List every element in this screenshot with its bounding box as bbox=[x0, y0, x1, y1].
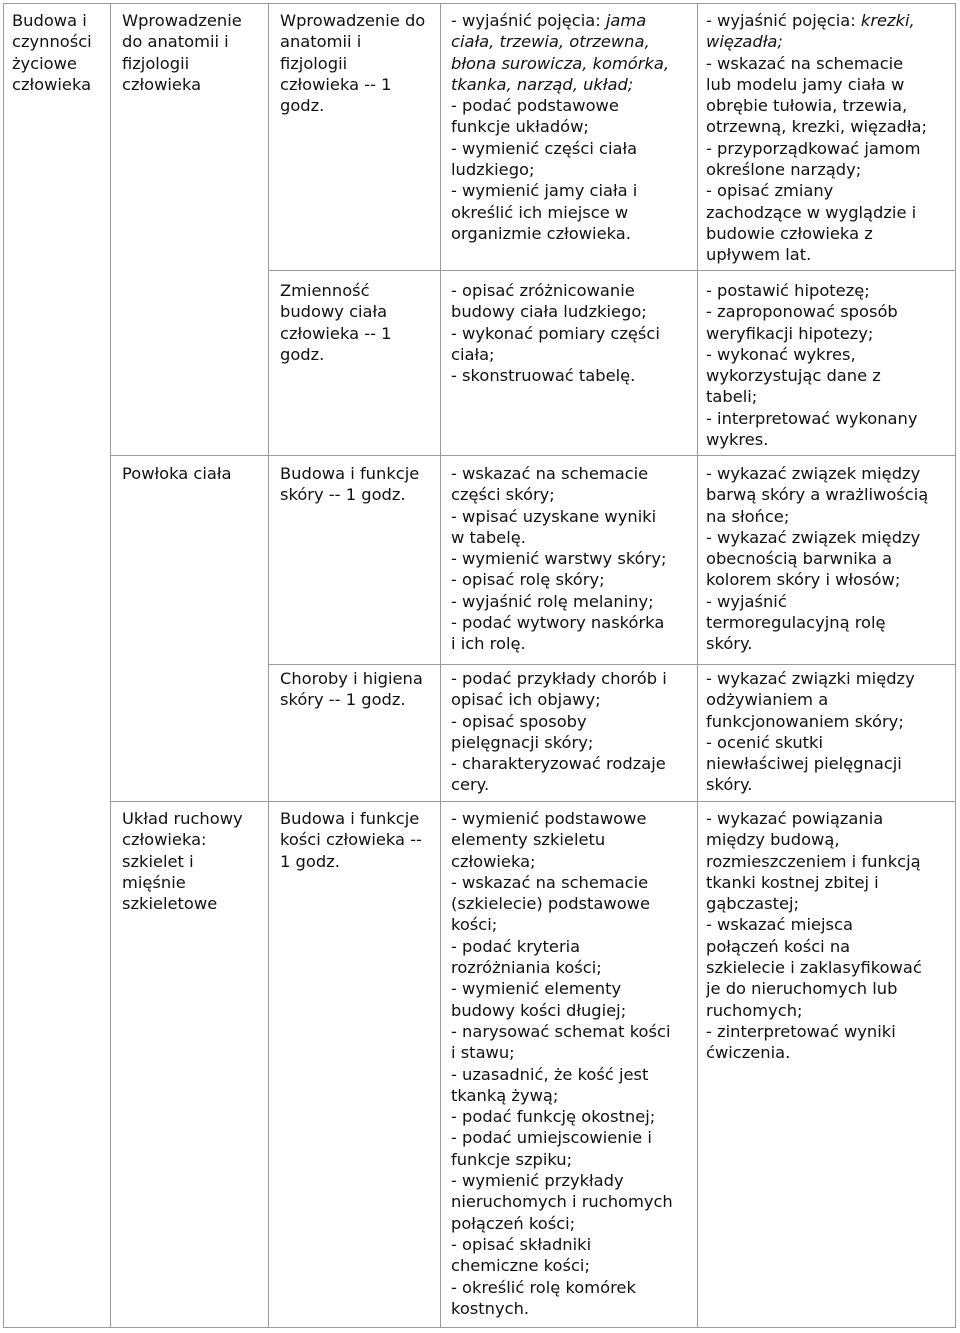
cell-line: kolorem skóry i włosów; bbox=[706, 570, 901, 590]
cell-line: barwą skóry a wrażliwością bbox=[706, 485, 929, 505]
cell-line: - wykazać związek między bbox=[706, 527, 921, 547]
cell-line: Budowa i bbox=[12, 11, 87, 30]
cell-line: ciała, trzewia, otrzewna, bbox=[451, 32, 650, 52]
cell-line: elementy szkieletu bbox=[451, 830, 606, 850]
cell-line: - podać przykłady chorób i bbox=[451, 669, 667, 688]
row-divider bbox=[268, 270, 956, 271]
lesson-cell bbox=[280, 808, 438, 872]
cell-line: tkanką żywą; bbox=[451, 1085, 559, 1105]
cell-line: człowieka; bbox=[451, 851, 536, 871]
cell-line: budowie człowieka z bbox=[706, 223, 873, 243]
cell-line: anatomii i bbox=[280, 32, 362, 52]
cell-line: Układ ruchowy bbox=[122, 809, 243, 828]
cell-line: - zinterpretować wyniki bbox=[706, 1021, 896, 1041]
cell-line: - interpretować wykonany bbox=[706, 408, 918, 428]
cell-line: upływem lat. bbox=[706, 245, 812, 265]
cell-line: lub modelu jamy ciała w bbox=[706, 74, 905, 94]
cell-line: zachodzące w wyglądzie i bbox=[706, 202, 917, 222]
cell-line: - wymienić części ciała bbox=[451, 138, 638, 158]
cell-line: budowy ciała bbox=[280, 302, 388, 322]
cell-line: obrębie tułowia, trzewia, bbox=[706, 96, 908, 116]
basic-requirements-cell bbox=[451, 808, 695, 1319]
cell-line: fizjologii bbox=[280, 53, 348, 73]
cell-line: skóry. bbox=[706, 634, 753, 654]
cell-line: (szkielecie) podstawowe bbox=[451, 894, 650, 914]
cell-line: połączeń kości; bbox=[451, 1213, 576, 1233]
column-divider bbox=[440, 3, 441, 1328]
cell-line: - wymienić podstawowe bbox=[451, 809, 647, 828]
cell-line: określić ich miejsce w bbox=[451, 202, 629, 222]
cell-line: budowy kości długiej; bbox=[451, 1000, 627, 1020]
cell-line: - opisać rolę skóry; bbox=[451, 570, 605, 590]
cell-line: tabeli; bbox=[706, 387, 758, 407]
cell-line: - uzasadnić, że kość jest bbox=[451, 1064, 649, 1084]
cell-line: człowieka: bbox=[122, 830, 207, 850]
cell-line: - wpisać uzyskane wyniki bbox=[451, 506, 657, 526]
cell-line: czynności bbox=[12, 32, 92, 52]
cell-line: rozmieszczeniem i funkcją bbox=[706, 851, 921, 871]
cell-line: kości; bbox=[451, 915, 498, 935]
cell-line: szkielecie i zaklasyfikować bbox=[706, 958, 922, 978]
column-divider bbox=[697, 3, 698, 1328]
extended-requirements-cell bbox=[706, 808, 956, 1064]
cell-line: budowy ciała ludzkiego; bbox=[451, 302, 647, 322]
cell-line: człowieka bbox=[122, 74, 202, 94]
cell-line: - określić rolę komórek bbox=[451, 1277, 636, 1297]
cell-line: - wyjaśnić bbox=[706, 591, 787, 611]
cell-line: obecnością barwnika a bbox=[706, 549, 893, 569]
cell-line: Wprowadzenie do bbox=[280, 11, 426, 30]
cell-line: odżywianiem a bbox=[706, 690, 829, 710]
cell-line: chemiczne kości; bbox=[451, 1256, 590, 1276]
cell-line: - przyporządkować jamom bbox=[706, 138, 921, 158]
cell-line: - wymienić elementy bbox=[451, 979, 622, 999]
cell-line: 1 godz. bbox=[280, 851, 340, 871]
cell-line: Budowa i funkcje bbox=[280, 809, 420, 828]
cell-line: - wskazać na schemacie bbox=[706, 53, 904, 73]
row-divider bbox=[110, 801, 956, 802]
cell-line: godz. bbox=[280, 344, 325, 364]
cell-line: - wymienić jamy ciała i bbox=[451, 181, 638, 201]
cell-line: - podać kryteria bbox=[451, 936, 581, 956]
cell-line: w tabelę. bbox=[451, 527, 526, 547]
extended-requirements-cell bbox=[706, 10, 956, 266]
basic-requirements-cell bbox=[451, 10, 695, 244]
cell-line: - wskazać na schemacie bbox=[451, 872, 649, 892]
lesson-cell bbox=[280, 463, 438, 506]
cell-line: - opisać zróżnicowanie bbox=[451, 281, 635, 300]
extended-requirements-cell bbox=[706, 463, 956, 655]
cell-line: tkanka, narząd, układ; bbox=[451, 74, 634, 94]
cell-line: ruchomych; bbox=[706, 1000, 803, 1020]
cell-line: rozróżniania kości; bbox=[451, 958, 602, 978]
cell-line: Wprowadzenie bbox=[122, 11, 242, 30]
cell-line: je do nieruchomych lub bbox=[706, 979, 898, 999]
cell-line: - wymienić przykłady bbox=[451, 1171, 624, 1191]
cell-line: - wskazać na schemacie bbox=[451, 464, 649, 483]
basic-requirements-cell bbox=[451, 280, 695, 386]
cell-line: - wykazać powiązania bbox=[706, 809, 884, 828]
cell-line: funkcje układów; bbox=[451, 117, 589, 137]
cell-line: określone narządy; bbox=[706, 160, 862, 180]
cell-line: - wyjaśnić pojęcia: krezki, bbox=[706, 11, 915, 30]
cell-line: Powłoka ciała bbox=[122, 464, 232, 483]
cell-line: ludzkiego; bbox=[451, 160, 535, 180]
topic-cell bbox=[122, 463, 266, 484]
cell-line: skóry -- 1 godz. bbox=[280, 485, 406, 505]
cell-line: - opisać sposoby bbox=[451, 711, 587, 731]
cell-line: kostnych. bbox=[451, 1298, 530, 1318]
cell-line: - wyjaśnić rolę melaniny; bbox=[451, 591, 654, 611]
cell-line: Budowa i funkcje bbox=[280, 464, 420, 483]
cell-line: między budową, bbox=[706, 830, 840, 850]
cell-line: cery. bbox=[451, 775, 490, 795]
topic-cell bbox=[122, 10, 266, 95]
cell-line: tkanki kostnej zbitej i bbox=[706, 872, 879, 892]
cell-line: szkieletowe bbox=[122, 894, 218, 914]
cell-line: gąbczastej; bbox=[706, 894, 800, 914]
cell-line: - opisać zmiany bbox=[706, 181, 834, 201]
cell-line: nieruchomych i ruchomych bbox=[451, 1192, 673, 1212]
cell-line: funkcjonowaniem skóry; bbox=[706, 711, 904, 731]
cell-line: wykres. bbox=[706, 430, 769, 450]
cell-line: do anatomii i bbox=[122, 32, 229, 52]
cell-line: opisać ich objawy; bbox=[451, 690, 601, 710]
cell-line: - postawić hipotezę; bbox=[706, 281, 870, 300]
cell-line: więzadła; bbox=[706, 32, 783, 52]
column-divider bbox=[268, 3, 269, 1328]
cell-line: - ocenić skutki bbox=[706, 732, 824, 752]
row-divider bbox=[268, 664, 956, 665]
cell-line: pielęgnacji skóry; bbox=[451, 732, 594, 752]
cell-line: Choroby i higiena bbox=[280, 669, 423, 688]
cell-line: - wykonać wykres, bbox=[706, 344, 856, 364]
cell-line: skóry -- 1 godz. bbox=[280, 690, 406, 710]
cell-line: życiowe bbox=[12, 53, 77, 73]
cell-line: kości człowieka -- bbox=[280, 830, 422, 850]
cell-line: funkcje szpiku; bbox=[451, 1149, 573, 1169]
cell-line: organizmie człowieka. bbox=[451, 223, 631, 243]
cell-line: wykorzystując dane z bbox=[706, 366, 881, 386]
lesson-cell bbox=[280, 668, 438, 711]
cell-line: termoregulacyjną rolę bbox=[706, 613, 886, 633]
lesson-cell bbox=[280, 10, 438, 116]
cell-line: połączeń kości na bbox=[706, 936, 851, 956]
basic-requirements-cell bbox=[451, 668, 695, 796]
cell-line: - zaproponować sposób bbox=[706, 302, 898, 322]
cell-line: - wykazać związek między bbox=[706, 464, 921, 483]
cell-line: na słońce; bbox=[706, 506, 790, 526]
cell-line: człowieka -- 1 bbox=[280, 74, 392, 94]
cell-line: skóry. bbox=[706, 775, 753, 795]
cell-line: - wymienić warstwy skóry; bbox=[451, 549, 667, 569]
cell-line: weryfikacji hipotezy; bbox=[706, 323, 874, 343]
section-cell bbox=[12, 10, 108, 95]
cell-line: ćwiczenia. bbox=[706, 1043, 791, 1063]
topic-cell bbox=[122, 808, 266, 914]
cell-line: człowieka -- 1 bbox=[280, 323, 392, 343]
basic-requirements-cell bbox=[451, 463, 695, 655]
cell-line: - wykazać związki między bbox=[706, 669, 915, 688]
cell-line: godz. bbox=[280, 96, 325, 116]
row-divider bbox=[110, 455, 956, 456]
cell-line: Zmienność bbox=[280, 281, 370, 300]
extended-requirements-cell bbox=[706, 280, 956, 450]
lesson-cell bbox=[280, 280, 438, 365]
cell-line: otrzewną, krezki, więzadła; bbox=[706, 117, 927, 137]
cell-line: - skonstruować tabelę. bbox=[451, 366, 636, 386]
cell-line: - wskazać miejsca bbox=[706, 915, 853, 935]
cell-line: - narysować schemat kości bbox=[451, 1021, 671, 1041]
column-divider bbox=[110, 3, 111, 1328]
cell-line: - charakteryzować rodzaje bbox=[451, 754, 666, 774]
cell-line: szkielet i bbox=[122, 851, 194, 871]
cell-line: - wyjaśnić pojęcia: jama bbox=[451, 11, 647, 30]
cell-line: ciała; bbox=[451, 344, 495, 364]
cell-line: - podać funkcję okostnej; bbox=[451, 1107, 656, 1127]
cell-line: - podać podstawowe bbox=[451, 96, 619, 116]
cell-line: mięśnie bbox=[122, 872, 186, 892]
cell-line: - podać wytwory naskórka bbox=[451, 613, 665, 633]
extended-requirements-cell bbox=[706, 668, 956, 796]
cell-line: i stawu; bbox=[451, 1043, 515, 1063]
cell-line: - opisać składniki bbox=[451, 1234, 592, 1254]
cell-line: - podać umiejscowienie i bbox=[451, 1128, 652, 1148]
cell-line: niewłaściwej pielęgnacji bbox=[706, 754, 902, 774]
cell-line: - wykonać pomiary części bbox=[451, 323, 660, 343]
cell-line: fizjologii bbox=[122, 53, 190, 73]
cell-line: błona surowicza, komórka, bbox=[451, 53, 670, 73]
cell-line: i ich rolę. bbox=[451, 634, 526, 654]
cell-line: człowieka bbox=[12, 74, 92, 94]
cell-line: części skóry; bbox=[451, 485, 555, 505]
